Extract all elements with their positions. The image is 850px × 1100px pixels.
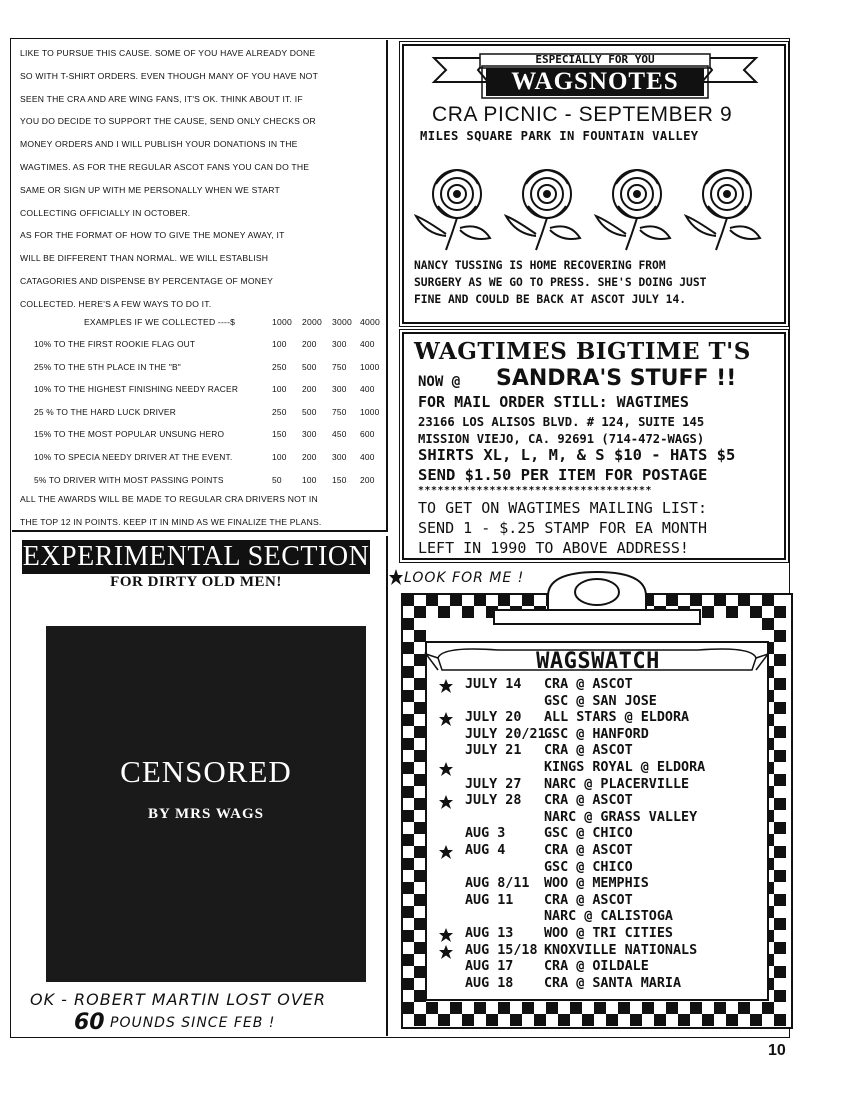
examples-label: EXAMPLES IF WE COLLECTED ----$	[84, 317, 236, 327]
featured-star-icon	[438, 844, 454, 860]
wagswatch-title: WAGSWATCH	[536, 649, 660, 674]
schedule-event: GSC @ HANFORD	[544, 726, 649, 742]
notice-line: NANCY TUSSING IS HOME RECOVERING FROM	[414, 259, 666, 272]
schedule-date: AUG 3	[465, 826, 506, 842]
collected-amount: 4000	[360, 317, 380, 327]
award-amount: 200	[302, 452, 317, 462]
award-amount: 300	[332, 339, 347, 349]
handwritten-note-number: 60	[74, 1010, 105, 1035]
featured-star-icon	[438, 927, 454, 943]
schedule-event: CRA @ ASCOT	[544, 743, 633, 759]
schedule-event: CRA @ SANTA MARIA	[544, 975, 682, 991]
schedule-event: CRA @ ASCOT	[544, 843, 633, 858]
banner-title: WAGSNOTES	[511, 68, 679, 95]
award-amount: 100	[272, 339, 287, 349]
schedule-event: GSC @ CHICO	[544, 826, 633, 842]
donation-line: COLLECTED. HERE'S A FEW WAYS TO DO IT.	[20, 298, 212, 309]
schedule-event: ALL STARS @ ELDORA	[544, 710, 690, 726]
censored-text: CENSORED	[120, 754, 292, 789]
schedule-event: KINGS ROYAL @ ELDORA	[544, 760, 706, 775]
award-amount: 400	[360, 339, 375, 349]
mailing-line-2: SEND 1 - $.25 STAMP FOR EA MONTH	[418, 519, 707, 537]
award-label: 15% TO THE MOST POPULAR UNSUNG HERO	[34, 429, 225, 440]
award-amount: 250	[272, 361, 287, 372]
donation-line: YOU DO DECIDE TO SUPPORT THE CAUSE, SEND ONLY CHECKS OR	[20, 116, 316, 127]
award-amount: 100	[272, 452, 287, 462]
award-amount: 50	[272, 474, 282, 485]
schedule-event: CRA @ ASCOT	[544, 793, 633, 809]
award-amount: 200	[302, 384, 317, 395]
featured-star-icon	[438, 711, 454, 727]
award-amount: 200	[302, 339, 317, 349]
donation-line: WILL BE DIFFERENT THAN NORMAL. WE WILL ESTABLISH	[20, 253, 269, 264]
award-label: 25 % TO THE HARD LUCK DRIVER	[34, 406, 176, 417]
collected-amount: 2000	[302, 317, 322, 327]
donation-line: SAME OR SIGN UP WITH ME PERSONALLY WHEN WE START	[20, 184, 280, 195]
featured-star-icon	[438, 944, 454, 960]
schedule-date: AUG 15/18	[465, 942, 538, 958]
award-amount: 100	[302, 474, 317, 485]
award-amount: 300	[302, 429, 317, 440]
schedule-event: WOO @ TRI CITIES	[544, 926, 673, 941]
schedule-date: JULY 28	[465, 793, 522, 809]
award-label: 10% TO THE HIGHEST FINISHING NEEDY RACER	[34, 384, 239, 395]
schedule-date: AUG 17	[465, 959, 514, 975]
featured-star-icon	[438, 678, 454, 694]
featured-star-icon	[438, 761, 454, 777]
schedule-date: AUG 4	[465, 843, 506, 858]
schedule-event: KNOXVILLE NATIONALS	[544, 942, 698, 958]
award-amount: 400	[360, 384, 375, 395]
store-name: SANDRA'S STUFF !!	[496, 366, 737, 391]
award-amount: 150	[332, 474, 347, 485]
donation-line: AS FOR THE FORMAT OF HOW TO GIVE THE MONEY AWAY, IT	[20, 230, 285, 241]
schedule-date: AUG 11	[465, 892, 514, 908]
picnic-location: MILES SQUARE PARK IN FOUNTAIN VALLEY	[420, 129, 699, 143]
award-amount: 300	[332, 452, 347, 462]
schedule-date: JULY 21	[465, 743, 522, 759]
featured-star-icon	[438, 794, 454, 810]
schedule-date: AUG 18	[465, 975, 514, 991]
look-for-me-note: LOOK FOR ME !	[404, 570, 525, 586]
donation-line: SO WITH T-SHIRT ORDERS. EVEN THOUGH MANY OF YOU HAVE NOT	[20, 70, 319, 81]
address-line-2: MISSION VIEJO, CA. 92691 (714-472-WAGS)	[418, 432, 705, 446]
award-amount: 500	[302, 361, 317, 372]
award-amount: 500	[302, 406, 317, 417]
award-amount: 250	[272, 406, 287, 417]
schedule-event: CRA @ OILDALE	[544, 959, 649, 975]
mail-order-text: FOR MAIL ORDER STILL: WAGTIMES	[418, 393, 689, 411]
donation-line: COLLECTING OFFICIALLY IN OCTOBER.	[20, 207, 191, 218]
schedule-event: WOO @ MEMPHIS	[544, 876, 649, 892]
page-number: 10	[768, 1042, 786, 1059]
collected-amount: 3000	[332, 317, 352, 327]
award-amount: 150	[272, 429, 287, 440]
collected-amount: 1000	[272, 317, 292, 327]
now-prefix: NOW @	[418, 374, 461, 390]
donation-line: SEEN THE CRA AND ARE WING FANS, IT'S OK. THINK ABOUT IT. IF	[20, 93, 303, 104]
schedule-event: NARC @ GRASS VALLEY	[544, 809, 698, 825]
experimental-title: EXPERIMENTAL SECTION	[22, 541, 370, 572]
award-label: 5% TO DRIVER WITH MOST PASSING POINTS	[34, 474, 224, 485]
schedule-event: NARC @ PLACERVILLE	[544, 776, 690, 792]
donation-line: LIKE TO PURSUE THIS CAUSE. SOME OF YOU HAVE ALREADY DONE	[20, 48, 316, 58]
handwritten-note-line-1: OK - ROBERT MARTIN LOST OVER	[30, 990, 327, 1009]
schedule-event: GSC @ SAN JOSE	[544, 693, 657, 709]
schedule-event: CRA @ ASCOT	[544, 892, 633, 908]
schedule-date: JULY 27	[465, 776, 522, 792]
schedule-event: CRA @ ASCOT	[544, 677, 633, 692]
censored-byline: BY MRS WAGS	[147, 806, 265, 822]
schedule-event: GSC @ CHICO	[544, 859, 633, 875]
award-label: 10% TO THE FIRST ROOKIE FLAG OUT	[34, 339, 196, 349]
award-amount: 100	[272, 384, 287, 395]
award-label: 10% TO SPECIA NEEDY DRIVER AT THE EVENT.	[34, 452, 233, 462]
bigtime-title: WAGTIMES BIGTIME T'S	[414, 338, 751, 365]
prices-text: SHIRTS XL, L, M, & S $10 - HATS $5	[418, 446, 736, 464]
donation-line: WAGTIMES. AS FOR THE REGULAR ASCOT FANS YOU CAN DO THE	[20, 162, 310, 172]
donation-line: MONEY ORDERS AND I WILL PUBLISH YOUR DONATIONS IN THE	[20, 139, 298, 150]
notice-line: FINE AND COULD BE BACK AT ASCOT JULY 14.	[414, 293, 687, 306]
postage-text: SEND $1.50 PER ITEM FOR POSTAGE	[418, 466, 708, 484]
schedule-date: JULY 20	[465, 710, 522, 726]
schedule-date: JULY 14	[465, 677, 522, 692]
picnic-title: CRA PICNIC - SEPTEMBER 9	[432, 103, 733, 126]
award-amount: 300	[332, 384, 347, 395]
star-divider: ************************************	[418, 485, 652, 496]
award-amount: 400	[360, 452, 375, 462]
award-amount: 1000	[360, 406, 380, 417]
award-amount: 600	[360, 429, 375, 440]
award-amount: 200	[360, 474, 375, 485]
award-label: 25% TO THE 5TH PLACE IN THE "B"	[34, 361, 181, 372]
notice-line: SURGERY AS WE GO TO PRESS. SHE'S DOING JUST	[414, 276, 707, 289]
closing-line: THE TOP 12 IN POINTS. KEEP IT IN MIND AS WE FINALIZE THE PLANS.	[20, 516, 322, 527]
award-amount: 1000	[360, 361, 380, 372]
schedule-date: AUG 8/11	[465, 876, 530, 892]
award-amount: 450	[332, 429, 347, 440]
mailing-line-3: LEFT IN 1990 TO ABOVE ADDRESS!	[418, 539, 689, 557]
address-line-1: 23166 LOS ALISOS BLVD. # 124, SUITE 145	[418, 415, 705, 429]
schedule-date: JULY 20/21	[465, 726, 546, 742]
experimental-subtitle: FOR DIRTY OLD MEN!	[110, 574, 282, 590]
banner-top-text: ESPECIALLY FOR YOU	[535, 53, 655, 66]
mailing-line-1: TO GET ON WAGTIMES MAILING LIST:	[418, 499, 707, 517]
closing-line: ALL THE AWARDS WILL BE MADE TO REGULAR CRA DRIVERS NOT IN	[20, 494, 318, 504]
schedule-event: NARC @ CALISTOGA	[544, 909, 673, 925]
roses-illustration	[412, 164, 778, 254]
donation-line: CATAGORIES AND DISPENSE BY PERCENTAGE OF MONEY	[20, 276, 274, 286]
handwritten-note-line-2: POUNDS SINCE FEB !	[110, 1015, 276, 1031]
schedule-date: AUG 13	[465, 926, 514, 941]
award-amount: 750	[332, 361, 347, 372]
censored-box	[46, 626, 366, 982]
award-amount: 750	[332, 406, 347, 417]
